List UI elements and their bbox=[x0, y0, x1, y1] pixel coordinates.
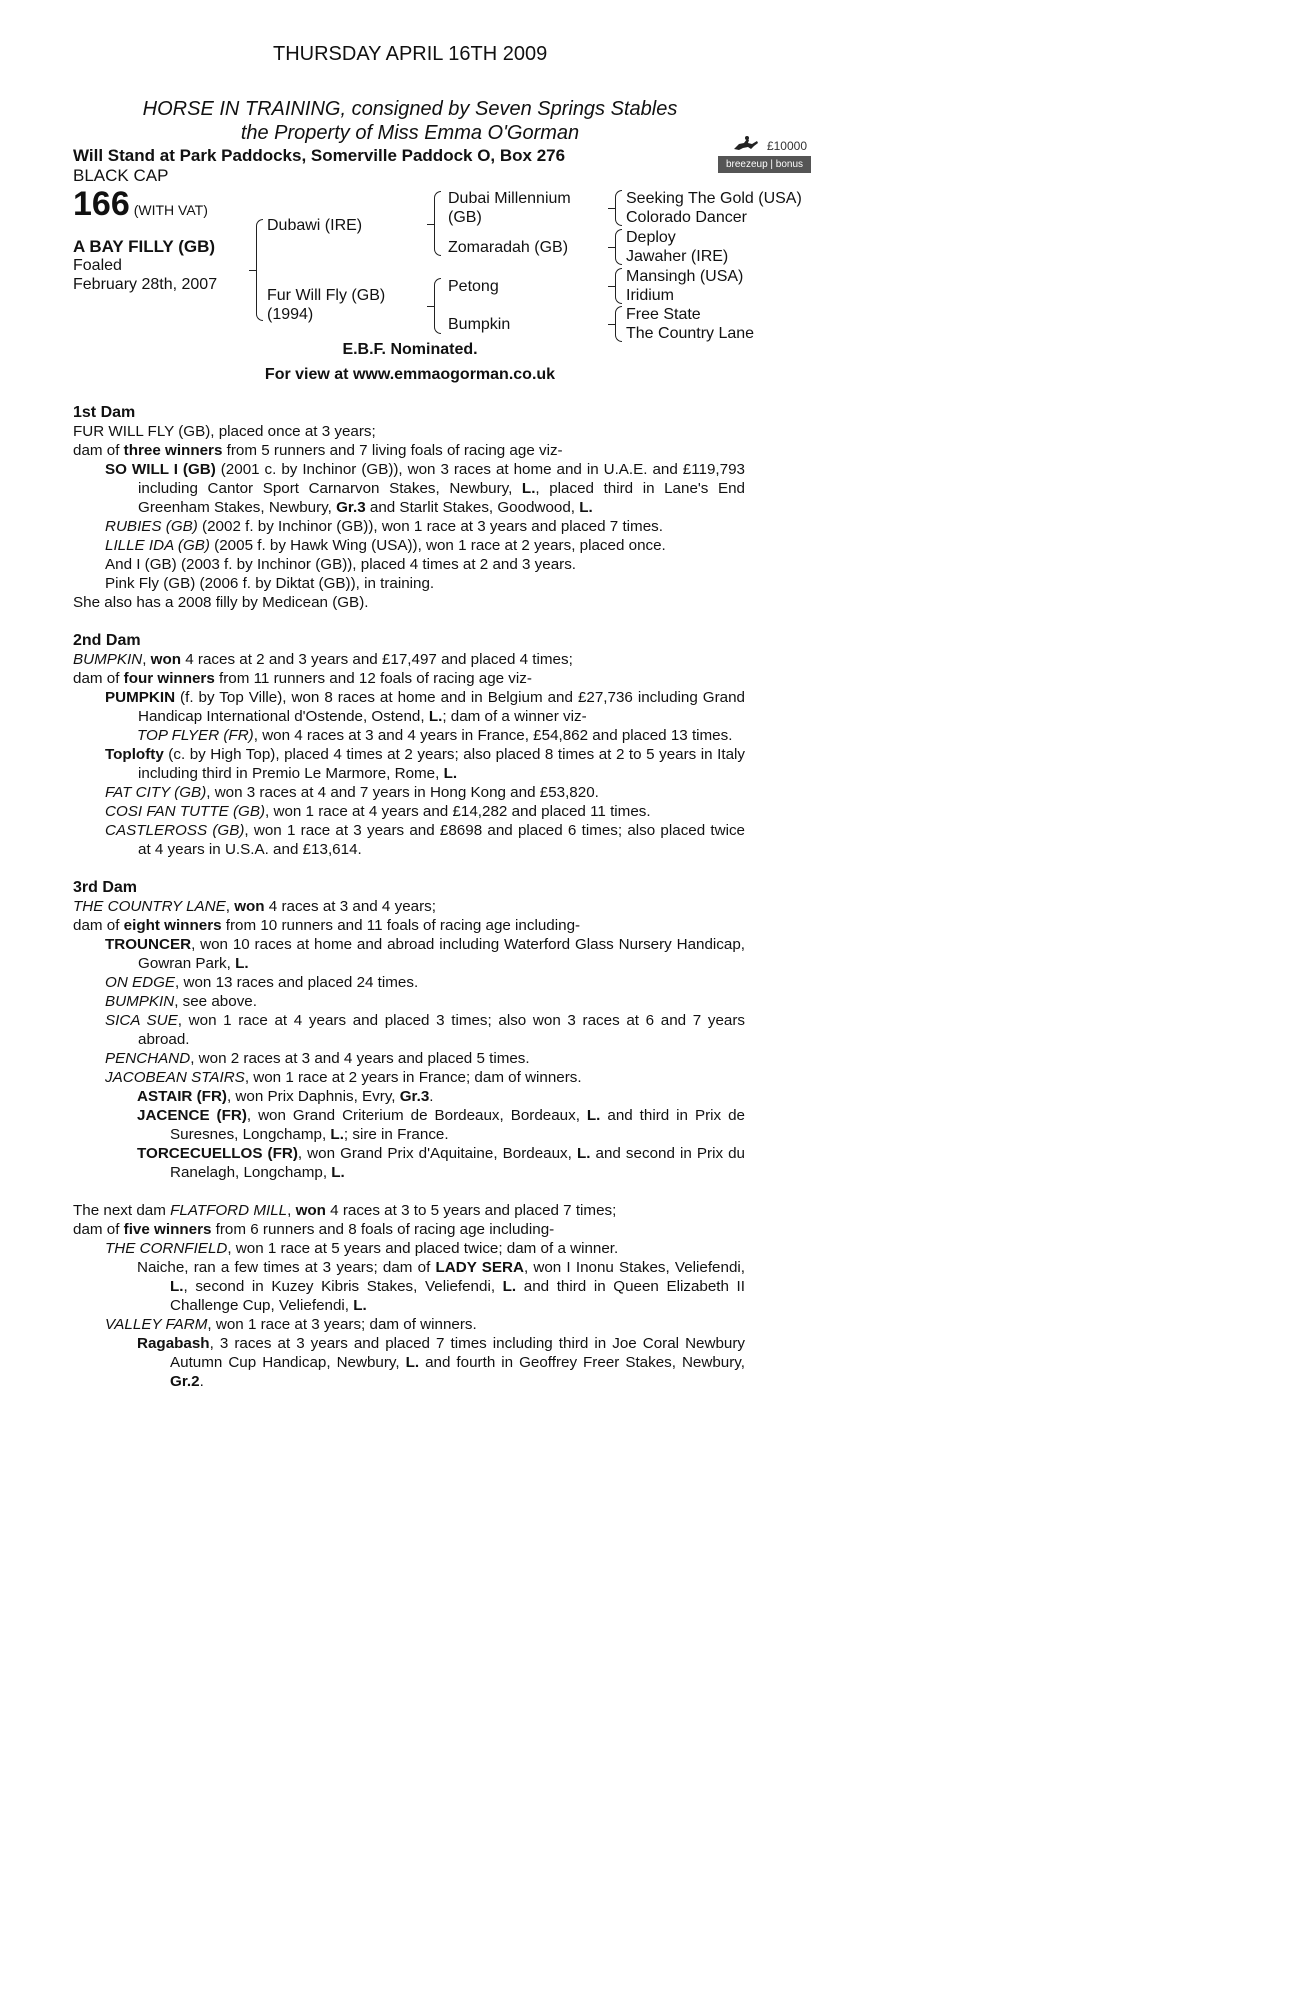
ebf-nominated: E.B.F. Nominated. bbox=[342, 341, 478, 358]
list-item: THE CORNFIELD, won 1 race at 5 years and placed twice; dam of a winner. bbox=[105, 1240, 619, 1257]
foaled-date: February 28th, 2007 bbox=[73, 276, 218, 293]
foaled-label: Foaled bbox=[73, 257, 122, 274]
pedigree-ssd: Colorado Dancer bbox=[626, 209, 747, 226]
list-item: Pink Fly (GB) (2006 f. by Diktat (GB)), in training. bbox=[105, 575, 435, 592]
stand-location: Will Stand at Park Paddocks, Somerville Paddock O, Box 276 bbox=[73, 146, 566, 165]
pedigree-sire-sire-country: (GB) bbox=[448, 209, 482, 226]
list-item: VALLEY FARM, won 1 race at 3 years; dam of winners. bbox=[105, 1316, 477, 1333]
pedigree-ddd: The Country Lane bbox=[626, 325, 755, 342]
horse-description: A BAY FILLY (GB) bbox=[73, 237, 216, 256]
pedigree-dam-dam: Bumpkin bbox=[448, 316, 511, 333]
list-item: PENCHAND, won 2 races at 3 and 4 years and placed 5 times. bbox=[105, 1050, 530, 1067]
sale-date: THURSDAY APRIL 16TH 2009 bbox=[273, 43, 548, 65]
second-dam-section bbox=[73, 631, 745, 859]
pedigree-sire: Dubawi (IRE) bbox=[267, 217, 363, 234]
pedigree-brace bbox=[434, 278, 441, 334]
dam-note: She also has a 2008 filly by Medicean (GB). bbox=[73, 594, 369, 611]
sub-list-item: TORCECUELLOS (FR), won Grand Prix d'Aquitaine, Bordeaux, L. and second in Prix du Ranelagh, Longchamp, L. bbox=[137, 1145, 746, 1181]
bonus-bar: breezeup | bonus bbox=[718, 156, 811, 173]
horse-rider-icon bbox=[732, 135, 760, 153]
pedigree-brace bbox=[434, 191, 441, 256]
pedigree-sire-dam: Zomaradah (GB) bbox=[448, 239, 569, 256]
list-item: LILLE IDA (GB) (2005 f. by Hawk Wing (USA)), won 1 race at 2 years, placed once. bbox=[105, 537, 666, 554]
colour-cap: BLACK CAP bbox=[73, 166, 169, 185]
dam-of-line: dam of five winners from 6 runners and 8 foals of racing age including- bbox=[73, 1221, 555, 1238]
next-dam-section bbox=[73, 1201, 745, 1391]
sub-list-item: ASTAIR (FR), won Prix Daphnis, Evry, Gr.3. bbox=[137, 1088, 434, 1105]
list-item: BUMPKIN, see above. bbox=[105, 993, 257, 1010]
lot-number-block bbox=[73, 185, 208, 224]
section-heading: 1st Dam bbox=[73, 404, 136, 421]
pedigree-dsd: Iridium bbox=[626, 287, 675, 304]
list-item: RUBIES (GB) (2002 f. by Inchinor (GB)), won 1 race at 3 years and placed 7 times. bbox=[105, 518, 663, 535]
lot-number: 166 bbox=[73, 185, 130, 223]
dam-line: The next dam FLATFORD MILL, won 4 races at 3 to 5 years and placed 7 times; bbox=[73, 1202, 617, 1219]
pedigree-dss: Mansingh (USA) bbox=[626, 268, 744, 285]
dam-line: BUMPKIN, won 4 races at 2 and 3 years and £17,497 and placed 4 times; bbox=[73, 651, 573, 668]
dam-line: FUR WILL FLY (GB), placed once at 3 years; bbox=[73, 423, 376, 440]
vat-note: (WITH VAT) bbox=[133, 202, 208, 218]
first-dam-section bbox=[73, 403, 745, 612]
pedigree-brace bbox=[615, 229, 622, 265]
property-line: the Property of Miss Emma O'Gorman bbox=[240, 122, 580, 144]
sub-list-item: Naiche, ran a few times at 3 years; dam of LADY SERA, won I Inonu Stakes, Veliefendi, L., second in Kuzey Kibris Stakes, Veliefendi, L. and third in Queen Elizabeth II Challenge Cup, Veliefendi, L. bbox=[137, 1259, 745, 1314]
pedigree-dds: Free State bbox=[626, 306, 701, 323]
list-item: COSI FAN TUTTE (GB), won 1 race at 4 years and £14,282 and placed 11 times. bbox=[105, 803, 651, 820]
pedigree-dam-year: (1994) bbox=[267, 306, 314, 323]
list-item: SICA SUE, won 1 race at 4 years and placed 3 times; also won 3 races at 6 and 7 years abroad. bbox=[105, 1012, 745, 1048]
view-website: For view at www.emmaogorman.co.uk bbox=[264, 366, 556, 383]
list-item: SO WILL I (GB) (2001 c. by Inchinor (GB)), won 3 races at home and in U.A.E. and £119,793 including Cantor Sport Carnarvon Stakes, Newbury, L., placed third in Lane's End Greenham Stakes, Newbury, Gr.3 and Starlit Stakes, Goodwood, L. bbox=[105, 461, 745, 516]
pedigree-sss: Seeking The Gold (USA) bbox=[626, 190, 802, 207]
third-dam-section bbox=[73, 878, 745, 1182]
list-item: PUMPKIN (f. by Top Ville), won 8 races at home and in Belgium and £27,736 including Grand Handicap International d'Ostende, Ostend, L.; dam of a winner viz- bbox=[105, 689, 745, 725]
sub-list-item: Ragabash, 3 races at 3 years and placed 7 times including third in Joe Coral Newbury Autumn Cup Handicap, Newbury, L. and fourth in Geoffrey Freer Stakes, Newbury, Gr.2. bbox=[137, 1335, 745, 1390]
sub-list-item: JACENCE (FR), won Grand Criterium de Bordeaux, Bordeaux, L. and third in Prix de Suresnes, Longchamp, L.; sire in France. bbox=[137, 1107, 745, 1143]
breezeup-bonus-logo bbox=[718, 135, 811, 173]
pedigree-brace bbox=[615, 190, 622, 226]
list-item: Toplofty (c. by High Top), placed 4 times at 2 years; also placed 8 times at 2 to 5 years in Italy including third in Premio Le Marmore, Rome, L. bbox=[105, 746, 745, 782]
list-item: And I (GB) (2003 f. by Inchinor (GB)), placed 4 times at 2 and 3 years. bbox=[105, 556, 577, 573]
list-item: JACOBEAN STAIRS, won 1 race at 2 years in France; dam of winners. bbox=[105, 1069, 582, 1086]
catalogue-notes bbox=[73, 403, 745, 1410]
list-item: CASTLEROSS (GB), won 1 race at 3 years and £8698 and placed 6 times; also placed twice at 4 years in U.S.A. and £13,614. bbox=[105, 822, 746, 858]
bonus-amount: £10000 bbox=[766, 139, 807, 153]
dam-of-line: dam of eight winners from 10 runners and 11 foals of racing age including- bbox=[73, 917, 581, 934]
list-item: ON EDGE, won 13 races and placed 24 times. bbox=[105, 974, 419, 991]
list-item: TROUNCER, won 10 races at home and abroad including Waterford Glass Nursery Handicap, Gowran Park, L. bbox=[105, 936, 745, 972]
pedigree-brace bbox=[615, 268, 622, 304]
pedigree-sire-sire: Dubai Millennium bbox=[448, 190, 571, 207]
pedigree-brace bbox=[615, 306, 622, 342]
section-heading: 2nd Dam bbox=[73, 632, 141, 649]
bonus-right-label: bonus bbox=[775, 159, 804, 170]
pedigree-dam: Fur Will Fly (GB) bbox=[267, 287, 386, 304]
dam-of-line: dam of three winners from 5 runners and 7 living foals of racing age viz- bbox=[73, 442, 563, 459]
pedigree-sds: Deploy bbox=[626, 229, 676, 246]
pedigree-brace bbox=[256, 219, 263, 321]
list-item: FAT CITY (GB), won 3 races at 4 and 7 years in Hong Kong and £53,820. bbox=[105, 784, 599, 801]
consignor-line: HORSE IN TRAINING, consigned by Seven Springs Stables bbox=[142, 98, 678, 120]
pedigree-sdd: Jawaher (IRE) bbox=[626, 248, 729, 265]
sub-list-item: TOP FLYER (FR), won 4 races at 3 and 4 years in France, £54,862 and placed 13 times. bbox=[137, 727, 733, 744]
dam-line: THE COUNTRY LANE, won 4 races at 3 and 4 years; bbox=[73, 898, 436, 915]
section-heading: 3rd Dam bbox=[73, 879, 138, 896]
pedigree-dam-sire: Petong bbox=[448, 278, 499, 295]
bonus-left-label: breezeup bbox=[725, 159, 768, 170]
dam-of-line: dam of four winners from 11 runners and 12 foals of racing age viz- bbox=[73, 670, 532, 687]
